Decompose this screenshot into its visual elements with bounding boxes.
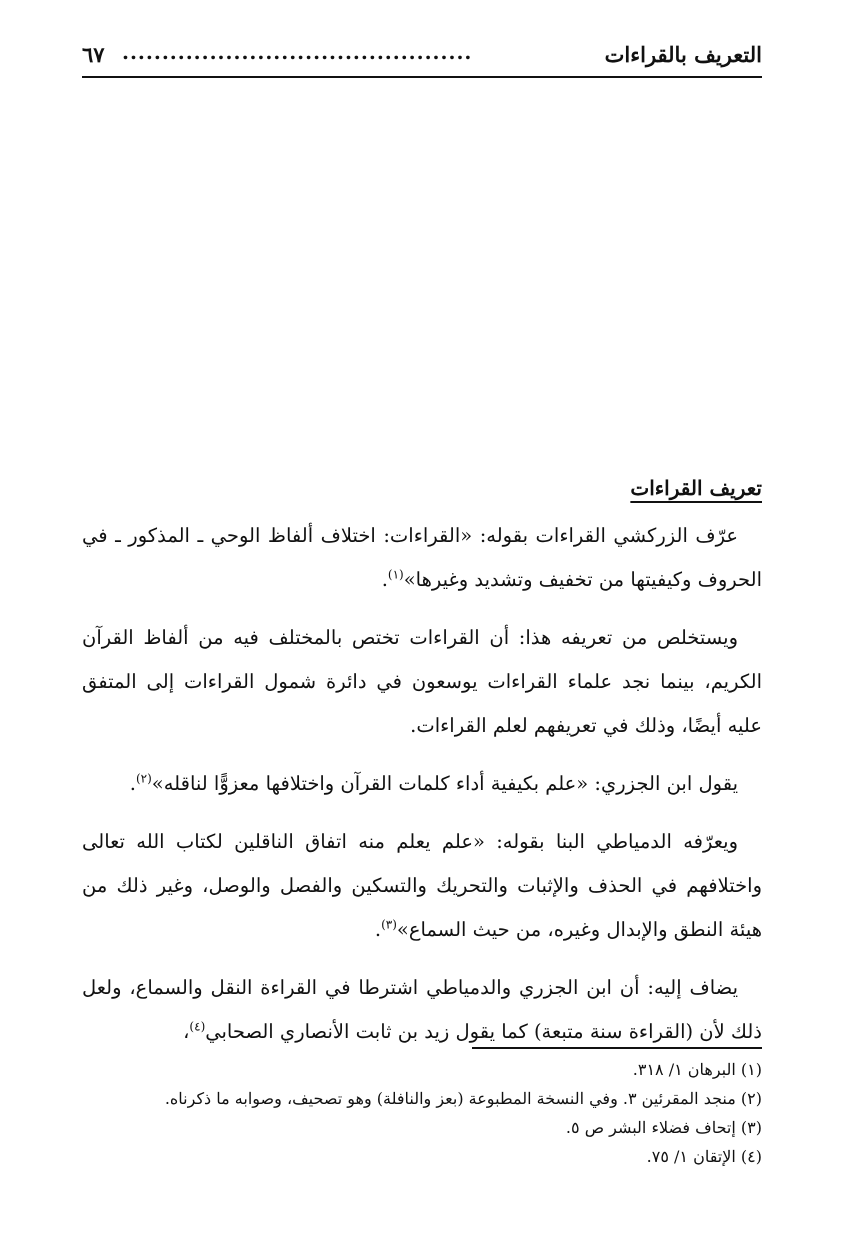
paragraph-text: ويستخلص من تعريفه هذا: أن القراءات تختص بالمختلف فيه من ألفاظ القرآن الكريم، بينما نجد علماء القراءات يوسعون في دائرة شمول القراءات إلى المتفق عليه أيضًا، وذلك في تعريفهم لعلم القراءات. xyxy=(82,626,762,737)
paragraph-tail: ، xyxy=(183,1020,190,1043)
paragraph-addition xyxy=(82,966,762,1054)
footnotes xyxy=(82,1055,762,1171)
footnote-1: (١) البرهان ١/ ٣١٨. xyxy=(632,1060,762,1079)
paragraph-tail: . xyxy=(381,568,388,591)
paragraph-ibn-jazari xyxy=(82,762,762,806)
section-heading: تعريف القراءات xyxy=(630,476,762,500)
paragraph-zarkashi-definition xyxy=(82,514,762,602)
running-header xyxy=(82,40,762,74)
paragraph-text: عرّف الزركشي القراءات بقوله: «القراءات: اختلاف ألفاظ الوحي ـ المذكور ـ في الحروف وكيفيتها من تخفيف وتشديد وغيرها» xyxy=(82,524,762,591)
footnote-ref-3[interactable]: (٣) xyxy=(381,917,397,932)
footnote-ref-2[interactable]: (٢) xyxy=(135,771,152,786)
paragraph-text: يقول ابن الجزري: «علم بكيفية أداء كلمات القرآن واختلافها معزوًّا لناقله» xyxy=(151,772,738,795)
paragraph-text: يضاف إليه: أن ابن الجزري والدمياطي اشترطا في القراءة النقل والسماع، ولعل ذلك لأن (القراءة سنة متبعة) كما يقول زيد بن ثابت الأنصاري الصحابي xyxy=(82,976,762,1043)
main-text xyxy=(82,466,762,1068)
header-rule xyxy=(82,76,762,78)
paragraph-inference xyxy=(82,616,762,748)
footnote-2: (٢) منجد المقرئين ٣. وفي النسخة المطبوعة (بعز والنافلة) وهو تصحيف، وصوابه ما ذكرناه. xyxy=(164,1089,762,1108)
footnote-ref-1[interactable]: (١) xyxy=(387,567,404,582)
footnote-3: (٣) إتحاف فضلاء البشر ص ٥. xyxy=(565,1118,762,1137)
paragraph-tail: . xyxy=(374,918,382,941)
paragraph-dimyati xyxy=(82,820,762,952)
running-title: التعريف بالقراءات xyxy=(604,42,762,67)
page-number: ٦٧ xyxy=(82,42,105,67)
footnote-4: (٤) الإتقان ١/ ٧٥. xyxy=(646,1147,762,1166)
footnote-ref-4[interactable]: (٤) xyxy=(189,1019,206,1034)
footnote-separator xyxy=(472,1047,762,1049)
paragraph-tail: . xyxy=(129,772,136,795)
paragraph-text: ويعرّفه الدمياطي البنا بقوله: «علم يعلم منه اتفاق الناقلين لكتاب الله تعالى واختلافهم في الحذف والإثبات والتحريك والتسكين والفصل والوصل، وغير ذلك من هيئة النطق والإبدال وغيره، من حيث السماع» xyxy=(82,830,762,941)
leader-dots: ............................................ xyxy=(122,40,473,64)
